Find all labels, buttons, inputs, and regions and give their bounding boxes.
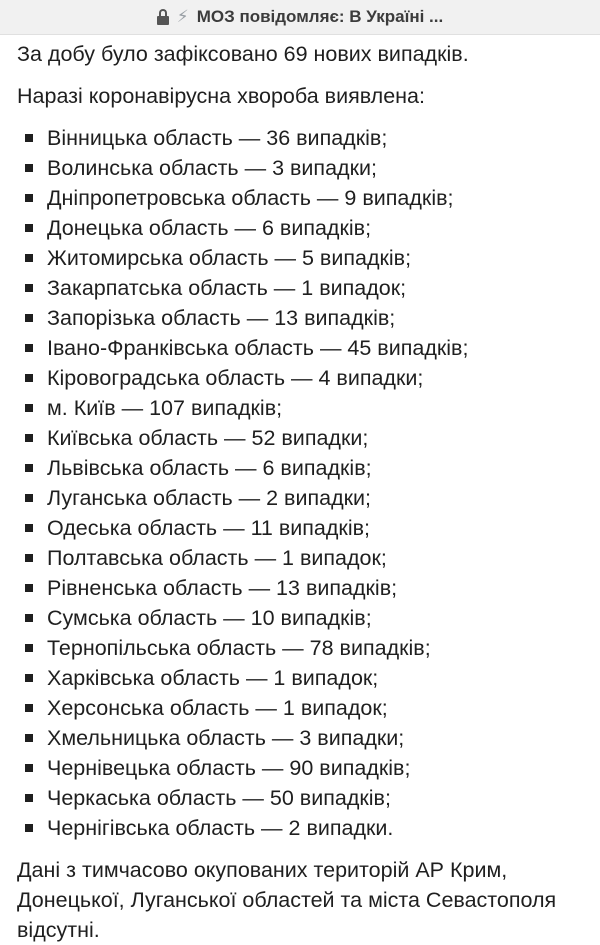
square-bullet-icon bbox=[25, 164, 33, 172]
regions-list bbox=[17, 123, 584, 843]
list-item-text: Хмельницька область — 3 випадки; bbox=[47, 726, 405, 750]
list-item-text: Вінницька область — 36 випадків; bbox=[47, 126, 388, 150]
list-item bbox=[25, 693, 584, 723]
list-item bbox=[25, 303, 584, 333]
square-bullet-icon bbox=[25, 344, 33, 352]
new-cases-text: За добу було зафіксовано 69 нових випадків. bbox=[17, 42, 469, 66]
list-item-text: Рівненська область — 13 випадків; bbox=[47, 576, 398, 600]
list-item-text: Чернігівська область — 2 випадки. bbox=[47, 816, 394, 840]
article-body bbox=[0, 35, 600, 945]
square-bullet-icon bbox=[25, 224, 33, 232]
list-item bbox=[25, 213, 584, 243]
square-bullet-icon bbox=[25, 134, 33, 142]
lock-icon bbox=[157, 11, 169, 25]
list-item-text: Запорізька область — 13 випадків; bbox=[47, 306, 396, 330]
list-item bbox=[25, 453, 584, 483]
list-item bbox=[25, 123, 584, 153]
list-item-text: Одеська область — 11 випадків; bbox=[47, 516, 371, 540]
square-bullet-icon bbox=[25, 374, 33, 382]
list-item-text: Київська область — 52 випадки; bbox=[47, 426, 369, 450]
square-bullet-icon bbox=[25, 494, 33, 502]
list-item bbox=[25, 363, 584, 393]
square-bullet-icon bbox=[25, 404, 33, 412]
list-item-text: Тернопільська область — 78 випадків; bbox=[47, 636, 431, 660]
list-item bbox=[25, 783, 584, 813]
square-bullet-icon bbox=[25, 584, 33, 592]
list-item-text: Житомирська область — 5 випадків; bbox=[47, 246, 412, 270]
list-item bbox=[25, 513, 584, 543]
lightning-icon: ⚡ bbox=[176, 7, 189, 26]
list-item-text: Сумська область — 10 випадків; bbox=[47, 606, 372, 630]
square-bullet-icon bbox=[25, 764, 33, 772]
list-item-text: Закарпатська область — 1 випадок; bbox=[47, 276, 407, 300]
square-bullet-icon bbox=[25, 734, 33, 742]
list-item-text: Чернівецька область — 90 випадків; bbox=[47, 756, 411, 780]
square-bullet-icon bbox=[25, 824, 33, 832]
list-item bbox=[25, 633, 584, 663]
page-title: МОЗ повідомляє: В Україні ... bbox=[196, 7, 444, 26]
square-bullet-icon bbox=[25, 794, 33, 802]
list-item bbox=[25, 183, 584, 213]
square-bullet-icon bbox=[25, 704, 33, 712]
list-item-text: Донецька область — 6 випадків; bbox=[47, 216, 372, 240]
square-bullet-icon bbox=[25, 314, 33, 322]
list-item-text: Черкаська область — 50 випадків; bbox=[47, 786, 391, 810]
square-bullet-icon bbox=[25, 284, 33, 292]
address-bar[interactable] bbox=[0, 0, 600, 35]
list-item-text: Харківська область — 1 випадок; bbox=[47, 666, 379, 690]
square-bullet-icon bbox=[25, 674, 33, 682]
list-item bbox=[25, 333, 584, 363]
list-item bbox=[25, 753, 584, 783]
list-item bbox=[25, 543, 584, 573]
list-item-text: Волинська область — 3 випадки; bbox=[47, 156, 377, 180]
list-item bbox=[25, 483, 584, 513]
list-item-text: Херсонська область — 1 випадок; bbox=[47, 696, 388, 720]
list-item bbox=[25, 723, 584, 753]
square-bullet-icon bbox=[25, 644, 33, 652]
footer-note: Дані з тимчасово окупованих територій АР Крим, Донецької, Луганської областей та міста Севастополя відсутні. bbox=[17, 858, 557, 942]
list-item bbox=[25, 243, 584, 273]
lead-text: Наразі коронавірусна хвороба виявлена: bbox=[17, 84, 425, 108]
list-item bbox=[25, 273, 584, 303]
list-item bbox=[25, 813, 584, 843]
square-bullet-icon bbox=[25, 194, 33, 202]
list-item bbox=[25, 153, 584, 183]
list-item bbox=[25, 663, 584, 693]
list-item-text: Кіровоградська область — 4 випадки; bbox=[47, 366, 424, 390]
list-item-text: Полтавська область — 1 випадок; bbox=[47, 546, 387, 570]
list-item-text: Луганська область — 2 випадки; bbox=[47, 486, 372, 510]
square-bullet-icon bbox=[25, 434, 33, 442]
list-item bbox=[25, 603, 584, 633]
list-item bbox=[25, 423, 584, 453]
list-item bbox=[25, 393, 584, 423]
list-item-text: м. Київ — 107 випадків; bbox=[47, 396, 283, 420]
square-bullet-icon bbox=[25, 464, 33, 472]
list-item bbox=[25, 573, 584, 603]
square-bullet-icon bbox=[25, 554, 33, 562]
square-bullet-icon bbox=[25, 614, 33, 622]
list-item-text: Дніпропетровська область — 9 випадків; bbox=[47, 186, 454, 210]
list-item-text: Івано-Франківська область — 45 випадків; bbox=[47, 336, 469, 360]
square-bullet-icon bbox=[25, 524, 33, 532]
list-item-text: Львівська область — 6 випадків; bbox=[47, 456, 372, 480]
square-bullet-icon bbox=[25, 254, 33, 262]
